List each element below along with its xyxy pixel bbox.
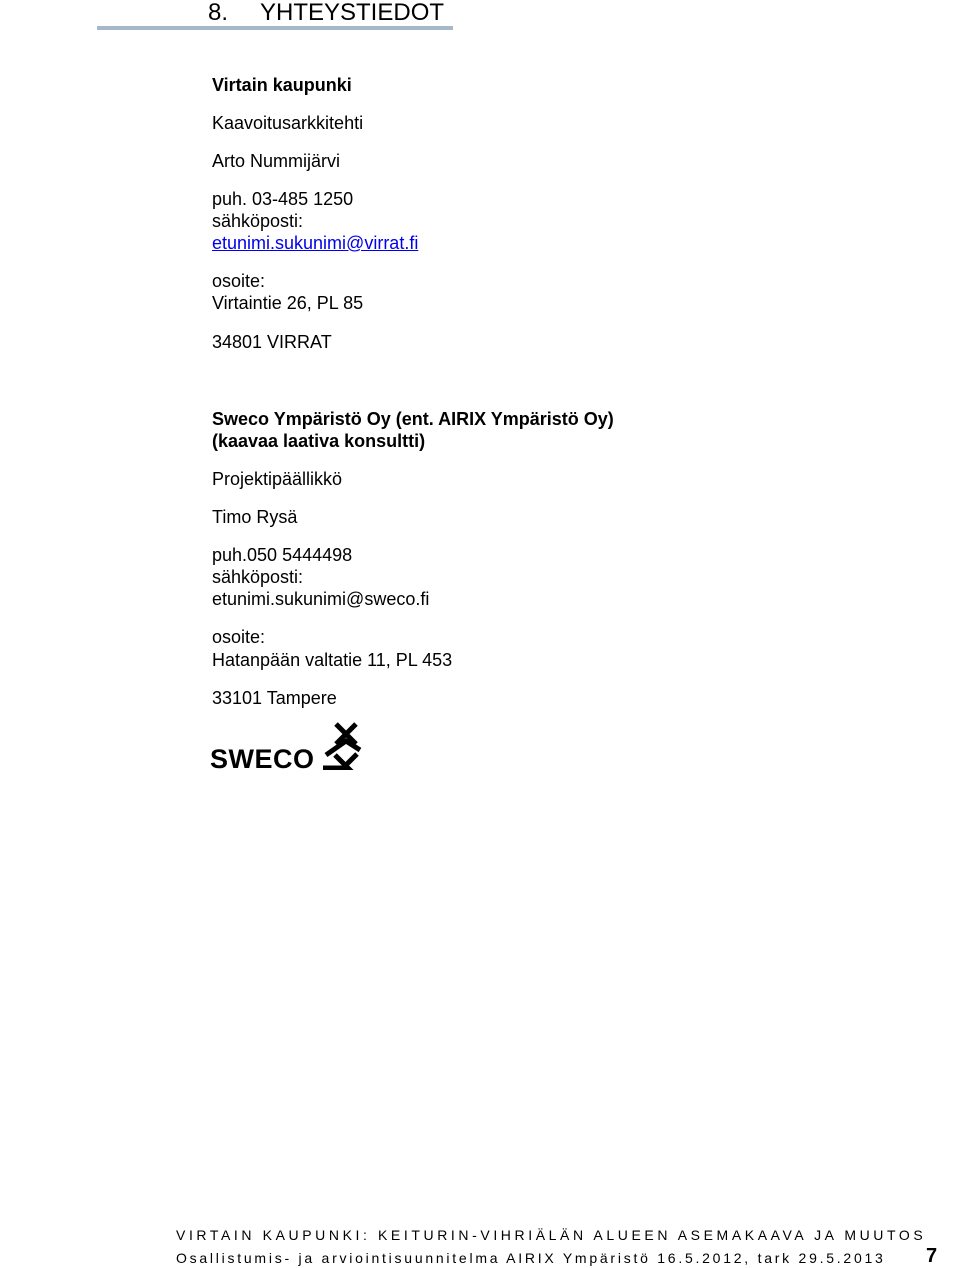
heading-underline xyxy=(97,26,453,30)
virrat-address-label: osoite: xyxy=(212,271,266,291)
sweco-postal: 33101 Tampere xyxy=(212,688,337,708)
sweco-address-label: osoite: xyxy=(212,627,266,647)
sweco-organization-note: (kaavaa laativa konsultti) xyxy=(212,431,426,451)
virrat-email-label: sähköposti: xyxy=(212,211,304,231)
virrat-street: Virtaintie 26, PL 85 xyxy=(212,293,364,313)
virrat-contact-name: Arto Nummijärvi xyxy=(212,151,341,171)
page-number: 7 xyxy=(926,1245,938,1267)
sweco-logo xyxy=(210,722,362,770)
sweco-role: Projektipäällikkö xyxy=(212,469,343,489)
section-title: YHTEYSTIEDOT xyxy=(260,0,445,26)
sweco-organization: Sweco Ympäristö Oy (ent. AIRIX Ympäristö Oy) xyxy=(212,409,614,429)
sweco-logo-symbol xyxy=(323,724,360,768)
sweco-contact-name: Timo Rysä xyxy=(212,507,298,527)
virrat-postal: 34801 VIRRAT xyxy=(212,332,332,352)
virrat-email-link[interactable]: etunimi.sukunimi@virrat.fi xyxy=(212,233,419,253)
footer-project-title: VIRTAIN KAUPUNKI: KEITURIN-VIHRIÄLÄN ALUEEN ASEMAKAAVA JA MUUTOS xyxy=(176,1227,927,1243)
sweco-phone: puh.050 5444498 xyxy=(212,545,353,565)
section-heading xyxy=(208,0,444,26)
sweco-street: Hatanpään valtatie 11, PL 453 xyxy=(212,650,453,670)
virrat-organization: Virtain kaupunki xyxy=(212,75,352,95)
sweco-logo-wordmark: SWECO xyxy=(210,744,315,770)
footer-document-info: Osallistumis- ja arviointisuunnitelma AIRIX Ympäristö 16.5.2012, tark 29.5.2013 xyxy=(176,1250,886,1266)
sweco-email-label: sähköposti: xyxy=(212,567,304,587)
virrat-phone: puh. 03-485 1250 xyxy=(212,189,354,209)
virrat-role: Kaavoitusarkkitehti xyxy=(212,113,364,133)
sweco-email: etunimi.sukunimi@sweco.fi xyxy=(212,589,430,609)
section-number: 8. xyxy=(208,0,229,26)
